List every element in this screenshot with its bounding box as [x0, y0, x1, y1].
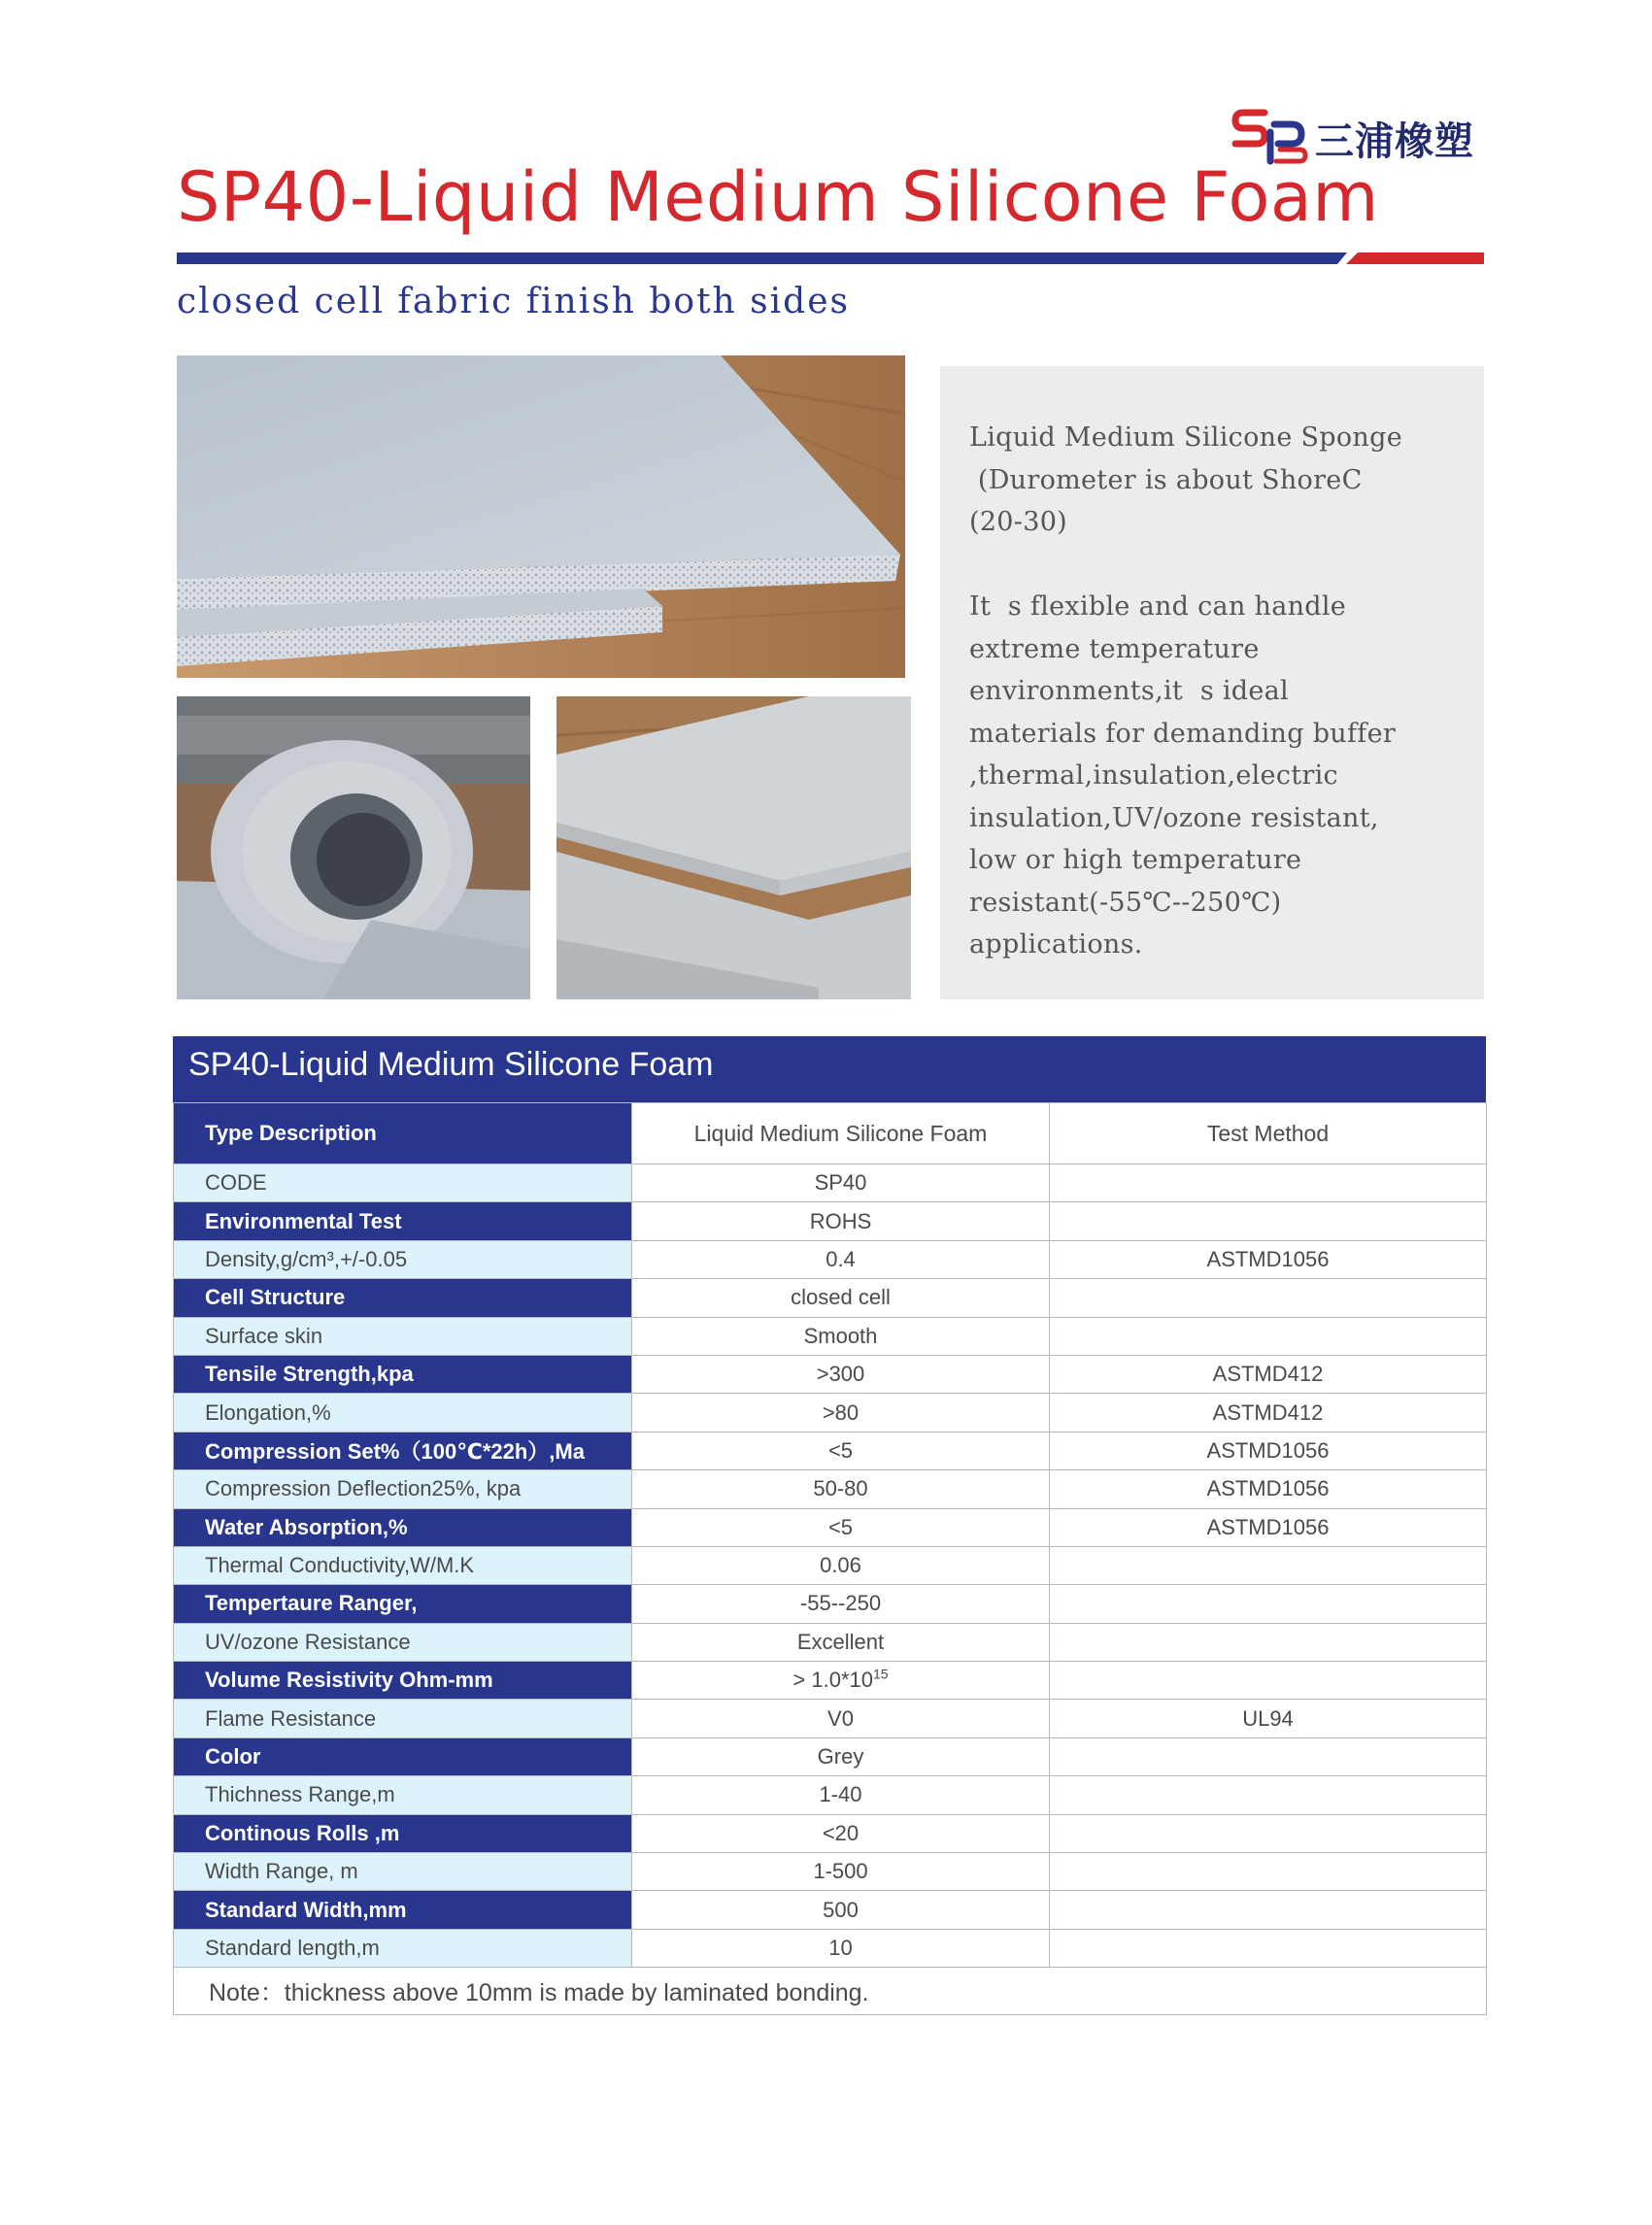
table-row	[174, 1240, 1487, 1278]
header-value-cell: Liquid Medium Silicone Foam	[632, 1103, 1050, 1164]
row-label: Volume Resistivity Ohm-mm	[174, 1662, 632, 1700]
table-row	[174, 1508, 1487, 1546]
row-value-text: 500	[823, 1897, 859, 1922]
table-row	[174, 1662, 1487, 1700]
row-value-text: closed cell	[791, 1285, 891, 1310]
row-method	[1050, 1585, 1487, 1623]
row-value	[632, 1394, 1050, 1432]
row-label: Water Absorption,%	[174, 1508, 632, 1546]
row-value-text: >80	[822, 1399, 860, 1425]
row-method	[1050, 1814, 1487, 1852]
row-method	[1050, 1546, 1487, 1584]
table-row	[174, 1700, 1487, 1737]
row-value	[632, 1240, 1050, 1278]
row-value	[632, 1279, 1050, 1317]
table-row	[174, 1279, 1487, 1317]
table-row	[174, 1623, 1487, 1661]
table-row	[174, 1317, 1487, 1355]
row-label: Width Range, m	[174, 1853, 632, 1891]
row-method	[1050, 1929, 1487, 1967]
row-label: Compression Deflection25%, kpa	[174, 1470, 632, 1508]
row-value-exponent: 15	[873, 1666, 889, 1682]
row-value-text: Grey	[817, 1744, 864, 1770]
table-row	[174, 1776, 1487, 1814]
table-row	[174, 1470, 1487, 1508]
row-value	[632, 1585, 1050, 1623]
table-row	[174, 1853, 1487, 1891]
row-method: ASTMD412	[1050, 1394, 1487, 1432]
table-row	[174, 1814, 1487, 1852]
row-label: Thermal Conductivity,W/M.K	[174, 1546, 632, 1584]
table-row	[174, 1585, 1487, 1623]
row-label: Standard Width,mm	[174, 1891, 632, 1929]
row-value-text: <5	[827, 1437, 854, 1463]
table-row	[174, 1546, 1487, 1584]
row-label: Surface skin	[174, 1317, 632, 1355]
spec-table	[173, 1102, 1487, 2015]
row-method	[1050, 1776, 1487, 1814]
row-label: Tensile Strength,kpa	[174, 1355, 632, 1393]
table-row	[174, 1394, 1487, 1432]
row-label: UV/ozone Resistance	[174, 1623, 632, 1661]
row-method	[1050, 1279, 1487, 1317]
title-divider	[177, 253, 1484, 264]
row-method: ASTMD1056	[1050, 1240, 1487, 1278]
foam-stack-photo	[556, 696, 911, 999]
row-method	[1050, 1623, 1487, 1661]
row-value	[632, 1623, 1050, 1661]
row-value-text: 0.06	[820, 1553, 861, 1578]
row-value	[632, 1546, 1050, 1584]
row-method	[1050, 1202, 1487, 1240]
row-value	[632, 1929, 1050, 1967]
description-panel	[940, 366, 1484, 999]
row-method	[1050, 1662, 1487, 1700]
row-method: ASTMD412	[1050, 1355, 1487, 1393]
table-note: Note：thickness above 10mm is made by laminated bonding.	[174, 1968, 1487, 2015]
table-row	[174, 1164, 1487, 1202]
row-value-text: SP40	[814, 1170, 867, 1196]
row-value	[632, 1737, 1050, 1775]
spec-table-section	[173, 1036, 1486, 2031]
row-value-text: <20	[822, 1820, 860, 1845]
table-row	[174, 1432, 1487, 1469]
row-method: ASTMD1056	[1050, 1470, 1487, 1508]
foam-roll-photo	[177, 696, 530, 999]
brand-name: 三浦橡塑	[1315, 119, 1474, 164]
row-label: Thichness Range,m	[174, 1776, 632, 1814]
row-value	[632, 1432, 1050, 1469]
sp-logo-icon	[1231, 107, 1309, 165]
row-value	[632, 1776, 1050, 1814]
table-note-row	[174, 1968, 1487, 2015]
row-value-text: V0	[827, 1705, 854, 1731]
row-value-text: 1-500	[813, 1859, 868, 1884]
row-value	[632, 1662, 1050, 1700]
row-value-text: <5	[827, 1514, 854, 1539]
row-method: ASTMD1056	[1050, 1508, 1487, 1546]
row-value-text: Excellent	[796, 1629, 885, 1654]
row-label: Standard length,m	[174, 1929, 632, 1967]
row-value-text: > 1.0*10	[792, 1668, 873, 1693]
row-method	[1050, 1164, 1487, 1202]
row-value	[632, 1164, 1050, 1202]
row-value	[632, 1853, 1050, 1891]
table-header-row	[174, 1103, 1487, 1164]
subtitle: closed cell fabric finish both sides	[177, 282, 850, 321]
table-row	[174, 1891, 1487, 1929]
row-value	[632, 1814, 1050, 1852]
row-value	[632, 1700, 1050, 1737]
row-value	[632, 1355, 1050, 1393]
row-value	[632, 1317, 1050, 1355]
row-label: Flame Resistance	[174, 1700, 632, 1737]
row-label: CODE	[174, 1164, 632, 1202]
header-label-cell: Type Description	[174, 1103, 632, 1164]
row-value-text: Smooth	[803, 1323, 878, 1348]
table-row	[174, 1929, 1487, 1967]
foam-sheets-photo	[177, 355, 905, 678]
row-label: Environmental Test	[174, 1202, 632, 1240]
row-label: Color	[174, 1737, 632, 1775]
row-label: Continous Rolls ,m	[174, 1814, 632, 1852]
row-label: Compression Set%（100℃*22h）,Ma	[174, 1432, 632, 1469]
row-value	[632, 1470, 1050, 1508]
row-method: ASTMD1056	[1050, 1432, 1487, 1469]
row-value	[632, 1891, 1050, 1929]
row-method	[1050, 1737, 1487, 1775]
row-method	[1050, 1853, 1487, 1891]
row-method	[1050, 1891, 1487, 1929]
row-label: Elongation,%	[174, 1394, 632, 1432]
row-value-text: 1-40	[819, 1782, 862, 1807]
row-value-text: -55--250	[799, 1591, 882, 1616]
row-value-text: 0.4	[826, 1246, 856, 1271]
table-row	[174, 1202, 1487, 1240]
table-title: SP40-Liquid Medium Silicone Foam	[188, 1046, 714, 1083]
row-value	[632, 1508, 1050, 1546]
row-label: Tempertaure Ranger,	[174, 1585, 632, 1623]
row-value-text: ROHS	[809, 1208, 872, 1233]
row-value-text: >300	[816, 1362, 865, 1387]
header-method-cell: Test Method	[1050, 1103, 1487, 1164]
description-text: Liquid Medium Silicone Sponge (Durometer is about ShoreC (20-30) It s flexible and can handle extreme temperature environments,it s ideal materials for demanding buffer ,thermal,insulation,electric insulation,UV/ozone resistant, low or high temperature resistant(-55℃--250℃) applications.	[969, 422, 1402, 960]
row-method	[1050, 1317, 1487, 1355]
page-title: SP40-Liquid Medium Silicone Foam	[177, 157, 1379, 237]
table-row	[174, 1355, 1487, 1393]
row-value	[632, 1202, 1050, 1240]
row-value-text: 50-80	[813, 1476, 868, 1501]
table-row	[174, 1737, 1487, 1775]
row-method: UL94	[1050, 1700, 1487, 1737]
row-label: Density,g/cm³,+/-0.05	[174, 1240, 632, 1278]
row-value-text: 10	[828, 1936, 853, 1960]
row-label: Cell Structure	[174, 1279, 632, 1317]
table-title-bar	[173, 1036, 1486, 1102]
